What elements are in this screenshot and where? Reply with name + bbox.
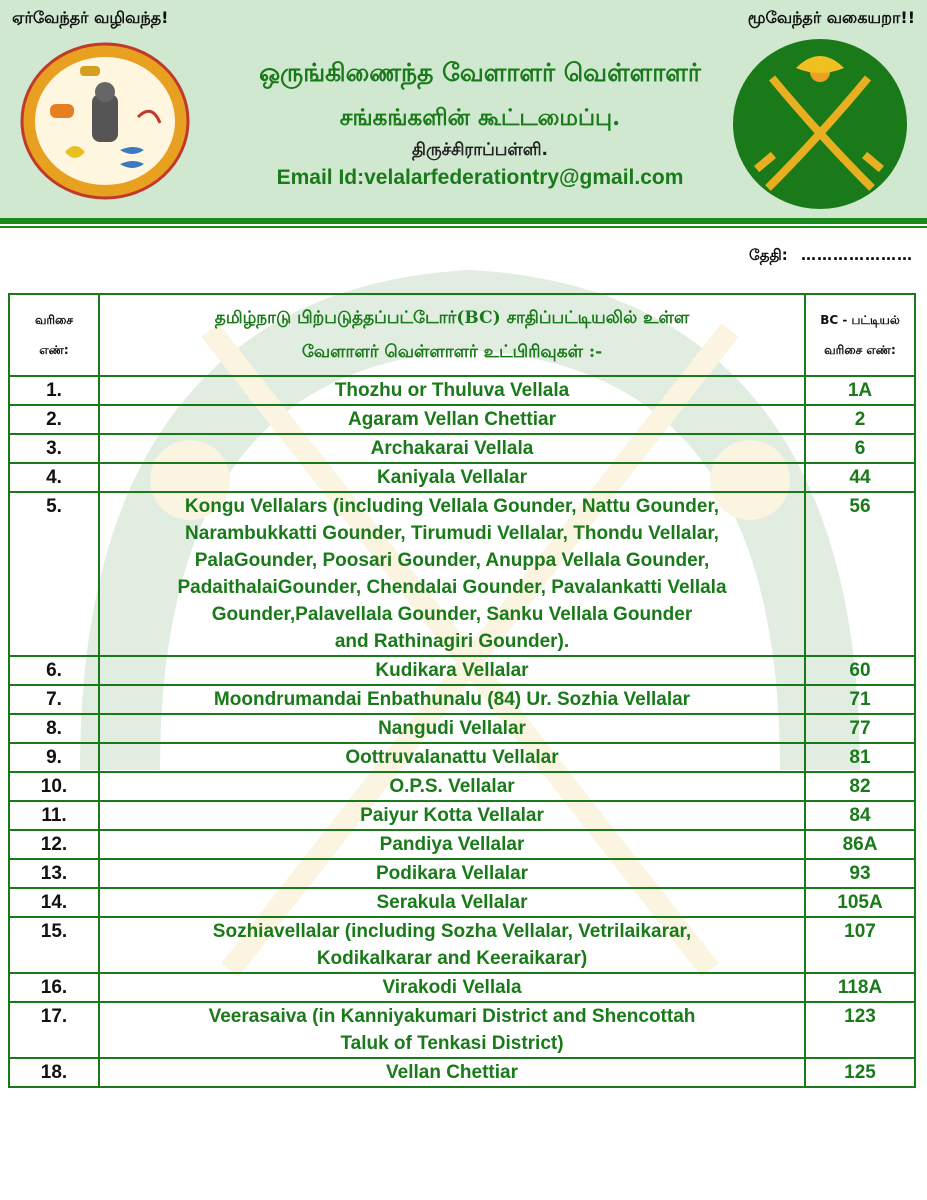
subdivision-cell (99, 801, 805, 830)
table-row (9, 463, 915, 492)
bc-number-cell: 86A (805, 830, 915, 859)
serial-number-cell: 6. (9, 656, 99, 685)
table-row (9, 772, 915, 801)
subdivision-cell (99, 1058, 805, 1087)
serial-number-cell: 17. (9, 1002, 99, 1058)
subdivision-line: Pandiya Vellalar (379, 834, 525, 855)
subdivision-line: and Rathinagiri Gounder). (334, 631, 570, 652)
subdivision-line: Sozhiavellalar (including Sozha Vellalar, Vetrilaikarar, (212, 921, 692, 942)
header-line: வேளாளர் வெள்ளாளர் உட்பிரிவுகள் :- (301, 342, 603, 362)
bc-number-cell: 125 (805, 1058, 915, 1087)
bc-number-cell: 84 (805, 801, 915, 830)
serial-number-cell: 11. (9, 801, 99, 830)
serial-number-cell: 15. (9, 917, 99, 973)
subdivision-line: Agaram Vellan Chettiar (347, 409, 557, 430)
table-row (9, 801, 915, 830)
subdivision-line: Kudikara Vellalar (375, 660, 529, 681)
subdivision-header (99, 294, 805, 376)
serial-number-cell: 3. (9, 434, 99, 463)
header-line: எண்: (39, 343, 69, 357)
subdivision-line: Vellan Chettiar (386, 1062, 518, 1083)
subdivision-line: Paiyur Kotta Vellalar (360, 805, 544, 826)
header-line: வரிசை எண்: (824, 343, 896, 357)
serial-number-cell: 18. (9, 1058, 99, 1087)
subdivision-cell (99, 376, 805, 405)
subdivision-line: Thozhu or Thuluva Vellala (334, 380, 570, 401)
table-row (9, 1058, 915, 1087)
table-row (9, 656, 915, 685)
table-row (9, 743, 915, 772)
header-divider (0, 218, 927, 224)
table-row (9, 376, 915, 405)
header-line: வரிசை (34, 313, 74, 327)
table-row (9, 492, 915, 656)
date-value: ………………… (801, 246, 913, 264)
subdivision-line: PadaithalaiGounder, Chendalai Gounder, Pavalankatti Vellala (177, 577, 727, 598)
subdivision-cell (99, 492, 805, 656)
subdivision-line: Moondrumandai Enbathunalu (84) Ur. Sozhia Vellalar (213, 689, 691, 710)
table-row (9, 917, 915, 973)
serial-number-cell: 7. (9, 685, 99, 714)
serial-number-cell: 12. (9, 830, 99, 859)
organization-email: Email Id:velalarfederationtry@gmail.com (276, 166, 684, 189)
header-line: BC - பட்டியல் (820, 313, 900, 327)
table-row (9, 434, 915, 463)
bc-number-cell: 123 (805, 1002, 915, 1058)
subdivision-line: Taluk of Tenkasi District) (340, 1033, 564, 1054)
serial-number-cell: 8. (9, 714, 99, 743)
subdivision-cell (99, 973, 805, 1002)
bc-number-cell: 107 (805, 917, 915, 973)
bc-number-cell: 56 (805, 492, 915, 656)
federation-emblem-icon (20, 42, 190, 200)
subdivision-cell (99, 405, 805, 434)
subdivision-line: Archakarai Vellala (370, 438, 534, 459)
header-line: தமிழ்நாடு பிற்படுத்தப்பட்டோர்(BC) சாதிப்பட்டியலில் உள்ள (214, 308, 690, 328)
serial-number-cell: 13. (9, 859, 99, 888)
subdivision-line: Oottruvalanattu Vellalar (345, 747, 559, 768)
subdivision-line: Kaniyala Vellalar (377, 467, 527, 488)
bc-number-cell: 105A (805, 888, 915, 917)
subdivision-line: Gounder,Palavellala Gounder, Sanku Vellala Gounder (211, 604, 693, 625)
subdivision-line: PalaGounder, Poosari Gounder, Anuppa Vellala Gounder, (194, 550, 710, 571)
bc-number-cell: 71 (805, 685, 915, 714)
subdivision-line: Virakodi Vellala (382, 977, 522, 998)
motto-left: ஏர்வேந்தர் வழிவந்த! (12, 8, 169, 27)
serial-number-cell: 4. (9, 463, 99, 492)
organization-name-line2: சங்கங்களின் கூட்டமைப்பு. (339, 104, 621, 131)
table-row (9, 830, 915, 859)
subdivision-line: Veerasaiva (in Kanniyakumari District and Shencottah (208, 1006, 696, 1027)
subdivision-cell (99, 463, 805, 492)
organization-city: திருச்சிராப்பள்ளி. (412, 140, 548, 160)
header-divider-thin (0, 226, 927, 228)
serial-number-cell: 16. (9, 973, 99, 1002)
subdivision-cell (99, 888, 805, 917)
bc-number-cell: 44 (805, 463, 915, 492)
bc-number-cell: 60 (805, 656, 915, 685)
bc-number-cell: 93 (805, 859, 915, 888)
serial-number-cell: 10. (9, 772, 99, 801)
date-field (749, 246, 913, 266)
subdivision-cell (99, 917, 805, 973)
subdivision-line: Kongu Vellalars (including Vellala Gounder, Nattu Gounder, (184, 496, 720, 517)
bc-number-cell: 6 (805, 434, 915, 463)
subdivision-line: Nangudi Vellalar (378, 718, 526, 739)
table-row (9, 405, 915, 434)
subdivision-line: Kodikalkarar and Keeraikarar) (316, 948, 588, 969)
subdivision-cell (99, 743, 805, 772)
bc-number-cell: 77 (805, 714, 915, 743)
subdivision-line: Narambukkatti Gounder, Tirumudi Vellalar, Thondu Vellalar, (185, 523, 719, 544)
bc-number-cell: 118A (805, 973, 915, 1002)
date-label: தேதி: (749, 246, 788, 264)
caste-subdivision-table (8, 293, 916, 1088)
bc-number-cell: 1A (805, 376, 915, 405)
serial-number-cell: 1. (9, 376, 99, 405)
subdivision-cell (99, 830, 805, 859)
subdivision-line: O.P.S. Vellalar (389, 776, 515, 797)
subdivision-cell (99, 1002, 805, 1058)
serial-number-cell: 5. (9, 492, 99, 656)
subdivision-cell (99, 434, 805, 463)
table-row (9, 1002, 915, 1058)
motto-right: மூவேந்தர் வகையறா!! (747, 8, 915, 27)
bc-number-cell: 81 (805, 743, 915, 772)
subdivision-cell (99, 772, 805, 801)
bc-number-cell: 2 (805, 405, 915, 434)
organization-name-line1: ஒருங்கிணைந்த வேளாளர் வெள்ளாளர் (259, 58, 701, 87)
subdivision-cell (99, 714, 805, 743)
table-row (9, 685, 915, 714)
subdivision-cell (99, 859, 805, 888)
table-row (9, 888, 915, 917)
subdivision-line: Serakula Vellalar (376, 892, 528, 913)
subdivision-line: Podikara Vellalar (375, 863, 529, 884)
serial-number-header (9, 294, 99, 376)
table-row (9, 973, 915, 1002)
bc-list-number-header (805, 294, 915, 376)
serial-number-cell: 14. (9, 888, 99, 917)
serial-number-cell: 2. (9, 405, 99, 434)
table-row (9, 859, 915, 888)
subdivision-cell (99, 685, 805, 714)
table-row (9, 714, 915, 743)
bc-number-cell: 82 (805, 772, 915, 801)
table-body (9, 376, 915, 1087)
table-header-row (9, 294, 915, 376)
subdivision-cell (99, 656, 805, 685)
serial-number-cell: 9. (9, 743, 99, 772)
